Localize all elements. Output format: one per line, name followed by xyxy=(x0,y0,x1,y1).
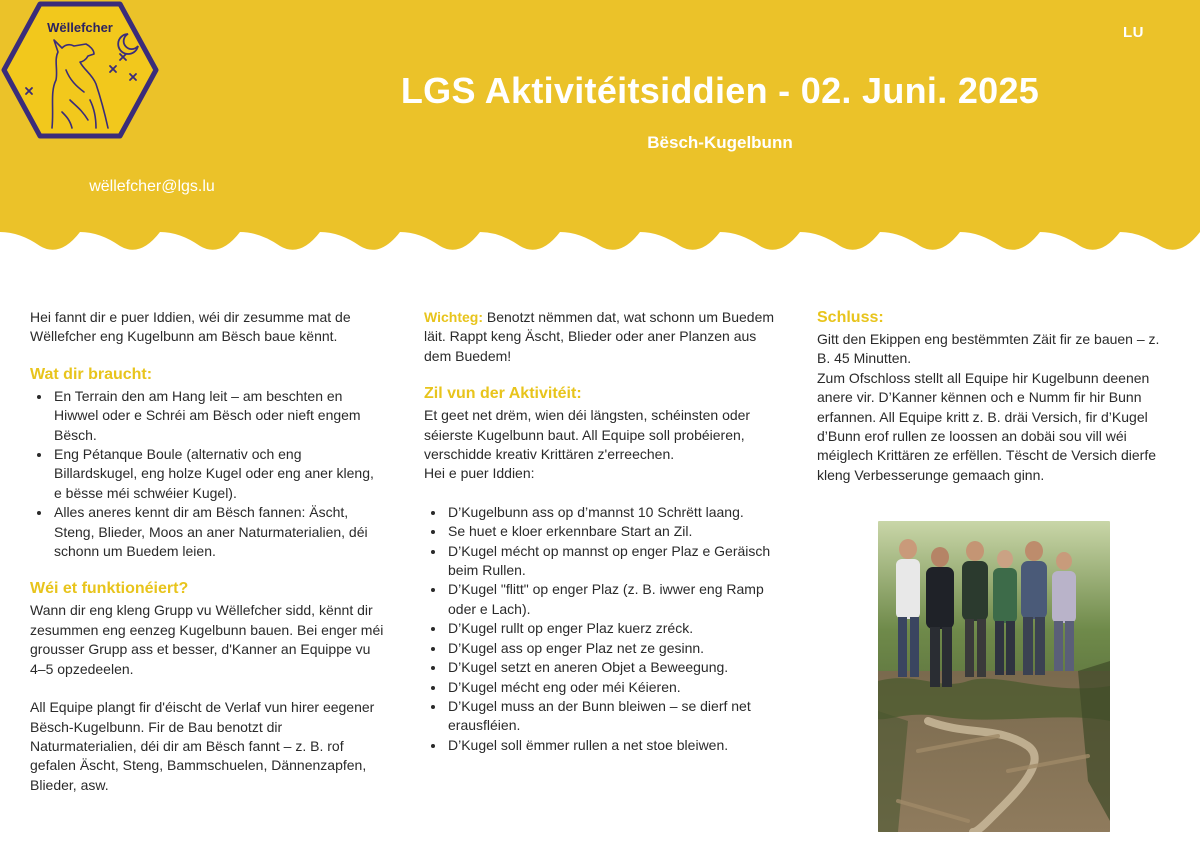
page-title: LGS Aktivitéitsiddien - 02. Juni. 2025 xyxy=(400,70,1040,111)
important-text: Benotzt nëmmen dat, wat schonn um Buedem läit. Rappt keng Äscht, Blieder oder aner Planzen aus dem Buedem! xyxy=(424,309,775,364)
list-item: • Se huet e kloer erkennbare Start an Zil. xyxy=(446,522,784,541)
end-text: Gitt den Ekippen eng bestëmmten Zäit fir ze bauen – z. B. 45 Minutten. Zum Ofschloss stellt all Equipe hir Kugelbunn deenen anere vir. D’Kanner kënnen och e Numm fir hir Bunn erfannen. All Equipe kritt z. B. dräi Versich, fir d’Kugel d’Bunn erof rullen ze loossen an dobäi sou vill wéi méiglech Krittären ze erfëllen. Tëscht de Versich dierfe kleng Verbesserunge gemaach ginn. xyxy=(817,331,1160,483)
list-item: • D’Kugel setzt en aneren Objet a Beweegung. xyxy=(446,658,784,677)
list-item: • D’Kugel rullt op enger Plaz kuerz zréck. xyxy=(446,619,784,638)
list-item: • D’Kugel soll ëmmer rullen a net stoe bleiwen. xyxy=(446,736,784,755)
how-paragraph-2: All Equipe plangt fir d'éischt de Verlaf vun hirer eegener Bësch-Kugelbunn. Fir de Bau benotzt dir Naturmaterialien, déi dir am Bësch fannt – z. B. rof gefalen Äscht, Steng, Bammschuelen, Dännenzapfen, Blieder, asw. xyxy=(30,699,375,793)
list-item: • D’Kugel mécht eng oder méi Kéieren. xyxy=(446,678,784,697)
column-left xyxy=(30,308,385,795)
goal-heading: Zil vun der Aktivitéit: xyxy=(424,385,582,403)
list-item: • D’Kugel muss an der Bunn bleiwen – se dierf net erausfléien. xyxy=(446,697,784,736)
header-banner xyxy=(0,0,1200,270)
intro-text: Hei fannt dir e puer Iddien, wéi dir zesumme mat de Wëllefcher eng Kugelbunn am Bësch baue kënnt. xyxy=(30,309,351,345)
column-right xyxy=(817,308,1162,485)
children-forest-photo xyxy=(878,521,1110,832)
important-label: Wichteg: xyxy=(424,309,483,325)
goal-text: Et geet net drëm, wien déi längsten, schéinsten oder séierste Kugelbunn baut. All Equipe soll probéieren, verschidde kreativ Krittären z'erreechen. xyxy=(424,407,751,463)
wellefcher-logo xyxy=(0,0,160,140)
list-item: • D’Kugel ass op enger Plaz net ze gesinn. xyxy=(446,639,784,658)
needs-list xyxy=(30,387,385,562)
list-item: • Eng Pétanque Boule (alternativ och eng Billardskugel, eng holze Kugel oder eng aner kleng, e bësse méi schwéier Kugel). xyxy=(52,445,385,503)
contact-email[interactable]: wëllefcher@lgs.lu xyxy=(89,178,215,195)
end-heading: Schluss: xyxy=(817,309,884,326)
page-subtitle: Bësch-Kugelbunn xyxy=(647,133,793,152)
list-item: • D’Kugel mécht op mannst op enger Plaz e Geräisch beim Rullen. xyxy=(446,542,784,581)
how-heading: Wéi et funktionéiert? xyxy=(30,580,189,598)
list-item: • D’Kugel "flitt" op enger Plaz (z. B. iwwer eng Ramp oder e Lach). xyxy=(446,580,784,619)
ideas-list xyxy=(424,503,784,755)
list-item: • Alles aneres kennt dir am Bësch fannen: Äscht, Steng, Blieder, Moos an aner Naturmaterialien, déi schonn um Buedem leien. xyxy=(52,503,385,561)
logo-text: Wëllefcher xyxy=(47,20,113,35)
important-note xyxy=(424,308,784,366)
language-label: LU xyxy=(1123,24,1144,41)
list-item: • En Terrain den am Hang leit – am beschten en Hiwwel oder e Schréi am Bësch oder nieft engem Bësch. xyxy=(52,387,385,445)
list-item: • D’Kugelbunn ass op d’mannst 10 Schrëtt laang. xyxy=(446,503,784,522)
ideas-intro: Hei e puer Iddien: xyxy=(424,465,535,482)
column-middle xyxy=(424,308,784,755)
needs-heading: Wat dir braucht: xyxy=(30,365,153,383)
how-paragraph: Wann dir eng kleng Grupp vu Wëllefcher sidd, kënnt dir zesummen eng eenzeg Kugelbunn bauen. Bei enger méi grousser Grupp ass et besser, d'Kanner an Equippe vu 4–5 opzedeelen. xyxy=(30,602,384,677)
photo-illustration xyxy=(878,521,1110,832)
